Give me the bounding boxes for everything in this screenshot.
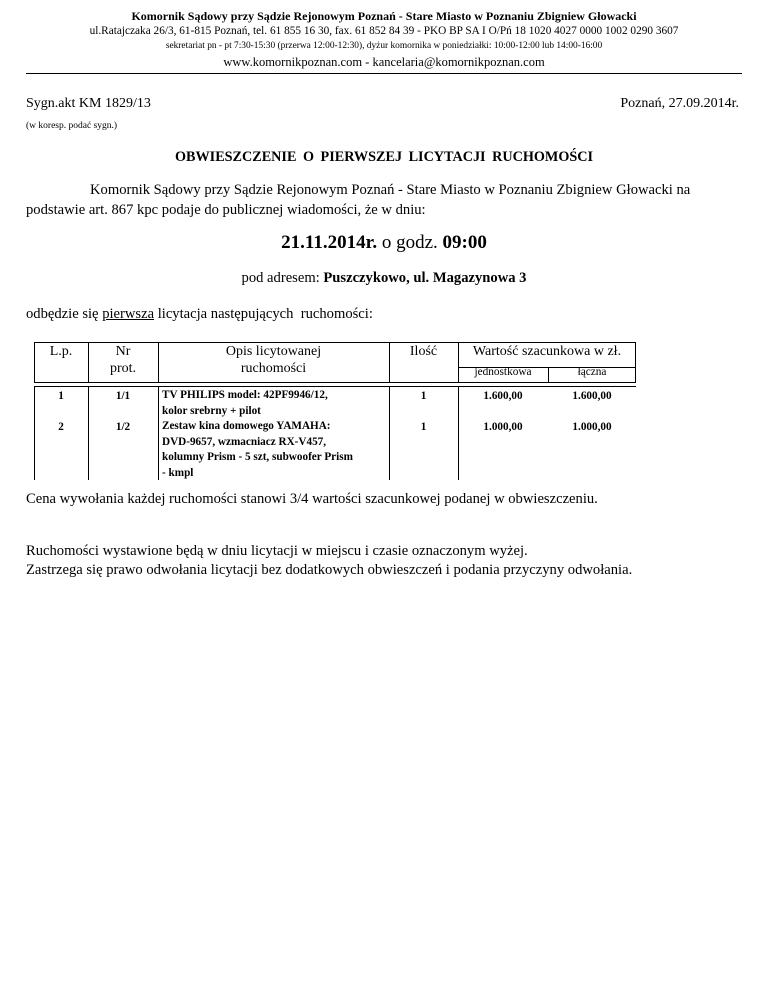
lead-sentence	[26, 306, 373, 323]
address-label: pod adresem:	[241, 270, 324, 286]
header-hours: sekretariat pn - pt 7:30-15:30 (przerwa 12:00-12:30), dyżur komornika w poniedziałki: 10:00-12:00 lub 14:00-16:00	[165, 41, 603, 51]
header-title: Komornik Sądowy przy Sądzie Rejonowym Poznań - Stare Miasto w Poznaniu Zbigniew Głowacki	[131, 9, 637, 23]
row1-opis-line1: TV PHILIPS model: 42PF9946/12,	[162, 389, 328, 401]
header-divider	[26, 73, 742, 74]
auction-location	[0, 270, 768, 287]
header-address: ul.Ratajczaka 26/3, 61-815 Poznań, tel. 61 855 16 30, fax. 61 852 84 39 - PKO BP SA I O/Pń 18 1020 4027 0000 1002 0290 3607	[89, 25, 679, 37]
row1-lp: 1	[58, 390, 64, 402]
row2-opis-line2: DVD-9657, wzmacniacz RX-V457,	[162, 435, 327, 448]
header-lp: L.p.	[49, 344, 73, 359]
note-line2: Zastrzega się prawo odwołania licytacji bez dodatkowych obwieszczeń i podania przyczyny odwołania.	[26, 562, 633, 578]
row2-ilosc: 1	[420, 421, 427, 433]
intro-paragraph	[26, 180, 742, 220]
row1-jednostkowa: 1.600,00	[483, 390, 523, 402]
row2-opis	[162, 419, 353, 481]
row1-opis-line2: kolor srebrny + pilot	[162, 404, 261, 417]
table-border-top	[34, 342, 636, 343]
items-table	[34, 342, 636, 480]
header-laczna: łączna	[577, 366, 607, 378]
header-jednostkowa: jednostkowa	[474, 366, 532, 378]
header-wartosc: Wartość szacunkowa w zł.	[472, 344, 622, 359]
price-note: Cena wywołania każdej ruchomości stanowi 3/4 wartości szacunkowej podanej w obwieszczeniu.	[26, 491, 598, 507]
row1-opis	[162, 388, 328, 419]
row2-opis-line4: - kmpl	[162, 466, 194, 479]
header-nr-line2: prot.	[109, 361, 137, 376]
row2-laczna: 1.000,00	[572, 421, 612, 433]
auction-address: Puszczykowo, ul. Magazynowa 3	[323, 270, 527, 286]
lead-underlined: pierwsza	[102, 306, 155, 322]
auction-date: 21.11.2014r.	[281, 232, 378, 253]
header-nr-line1: Nr	[115, 344, 131, 359]
table-header-double-line	[34, 386, 636, 387]
row2-lp: 2	[58, 421, 64, 433]
auction-datetime	[0, 232, 768, 254]
intro-text: Komornik Sądowy przy Sądzie Rejonowym Poznań - Stare Miasto w Poznaniu Zbigniew Głowacki na podstawie art. 867 kpc podaje do publicznej wiadomości, że w dniu:	[26, 182, 691, 218]
document-date: Poznań, 27.09.2014r.	[620, 96, 739, 111]
notice-title: OBWIESZCZENIE O PIERWSZEJ LICYTACJI RUCHOMOŚCI	[174, 149, 594, 165]
header-opis-line2: ruchomości	[240, 361, 307, 376]
lead-pre: odbędzie się	[26, 306, 103, 322]
table-header-bottom	[34, 382, 636, 383]
header-ilosc: Ilość	[409, 344, 438, 359]
row1-nr: 1/1	[115, 390, 131, 402]
header-opis-line1: Opis licytowanej	[225, 344, 322, 359]
row2-opis-line3: kolumny Prism - 5 szt, subwoofer Prism	[162, 451, 353, 463]
case-reference: Sygn.akt KM 1829/13	[26, 96, 151, 111]
note-line1: Ruchomości wystawione będą w dniu licytacji w miejscu i czasie oznaczonym wyżej.	[26, 543, 528, 559]
row1-ilosc: 1	[420, 390, 427, 402]
lead-post: licytacja następujących ruchomości:	[154, 306, 373, 322]
row2-opis-line1: Zestaw kina domowego YAMAHA:	[162, 420, 331, 432]
auction-at-label: o godz.	[377, 232, 443, 253]
header-web: www.komornikpoznan.com - kancelaria@komornikpoznan.com	[223, 55, 545, 69]
col-line-2-body	[158, 386, 159, 480]
row1-laczna: 1.600,00	[572, 390, 612, 402]
row2-jednostkowa: 1.000,00	[483, 421, 523, 433]
correspondence-note: (w koresp. podać sygn.)	[26, 121, 118, 131]
auction-time: 09:00	[442, 232, 487, 253]
row2-nr: 1/2	[115, 421, 131, 433]
